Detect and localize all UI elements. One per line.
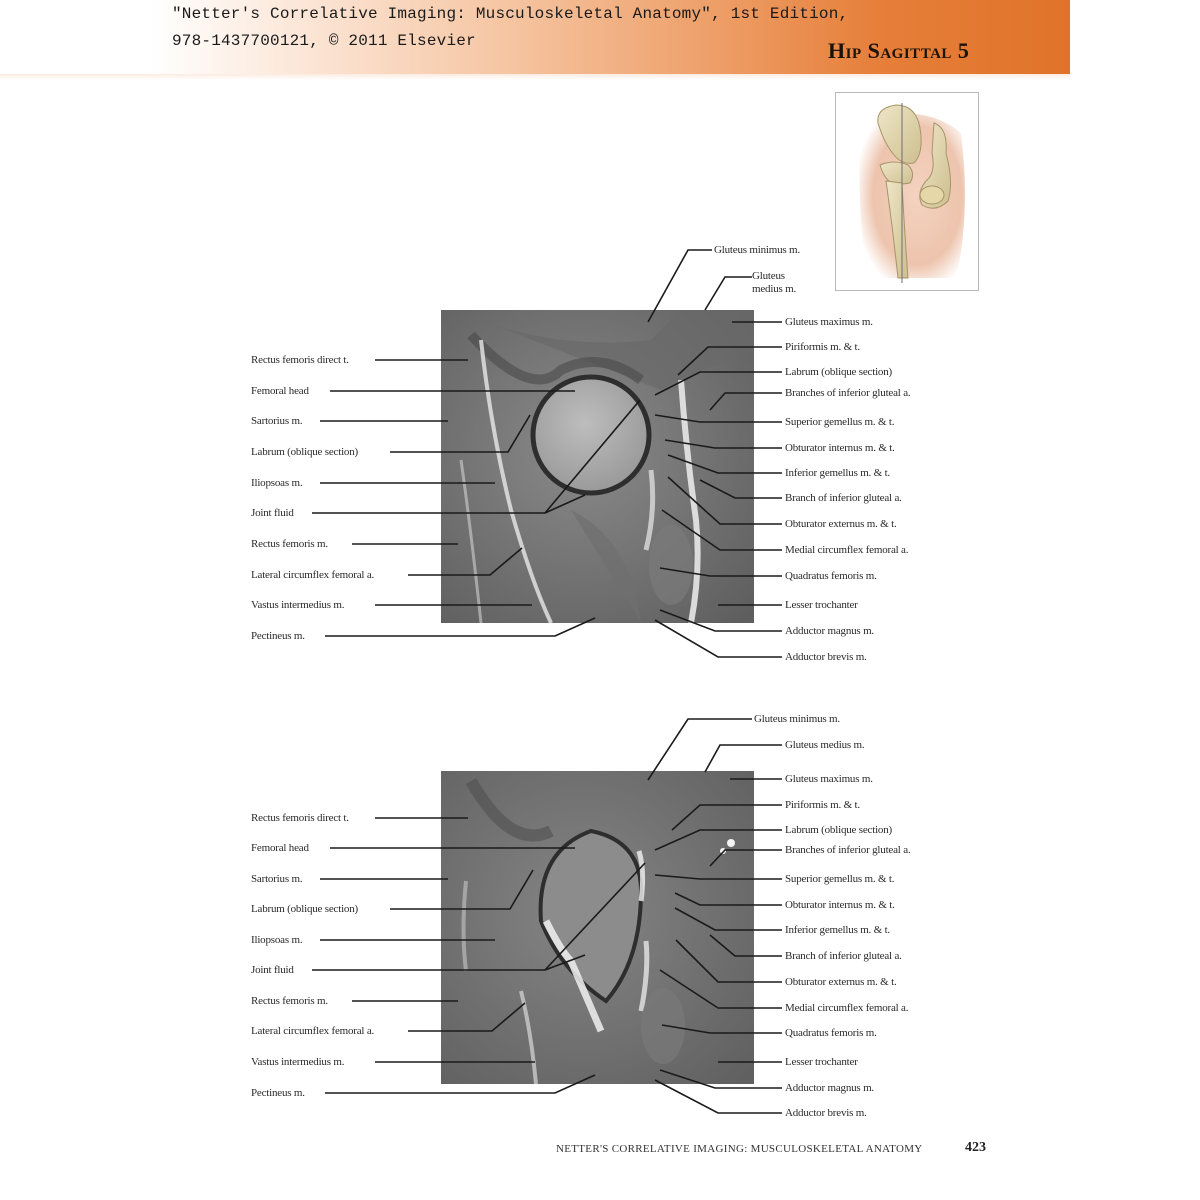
hip-anatomy-icon <box>836 93 979 291</box>
label-superior-gemellus: Superior gemellus m. & t. <box>785 416 895 428</box>
label-inferior-gemellus: Inferior gemellus m. & t. <box>785 467 890 479</box>
label-labrum-oblique: Labrum (oblique section) <box>251 903 358 915</box>
label-medial-circumflex-femoral: Medial circumflex femoral a. <box>785 1002 909 1014</box>
label-gluteus-maximus: Gluteus maximus m. <box>785 316 873 328</box>
label-vastus-intermedius: Vastus intermedius m. <box>251 1056 345 1068</box>
label-rectus-femoris-direct-tendon: Rectus femoris direct t. <box>251 354 349 366</box>
label-joint-fluid: Joint fluid <box>251 507 294 519</box>
mri-sagittal-hip-icon <box>441 771 754 1084</box>
label-gluteus-minimus: Gluteus minimus m. <box>714 244 800 256</box>
page-number: 423 <box>965 1140 986 1155</box>
label-lesser-trochanter: Lesser trochanter <box>785 599 858 611</box>
label-rectus-femoris: Rectus femoris m. <box>251 995 328 1007</box>
label-joint-fluid: Joint fluid <box>251 964 294 976</box>
label-branches-inferior-gluteal: Branches of inferior gluteal a. <box>785 844 911 856</box>
label-obturator-externus: Obturator externus m. & t. <box>785 976 897 988</box>
label-labrum-oblique: Labrum (oblique section) <box>251 446 358 458</box>
label-superior-gemellus: Superior gemellus m. & t. <box>785 873 895 885</box>
label-lateral-circumflex-femoral: Lateral circumflex femoral a. <box>251 569 375 581</box>
label-adductor-magnus: Adductor magnus m. <box>785 1082 874 1094</box>
label-inferior-gemellus: Inferior gemellus m. & t. <box>785 924 890 936</box>
label-pectineus: Pectineus m. <box>251 630 305 642</box>
mri-sagittal-hip-icon <box>441 310 754 623</box>
label-femoral-head: Femoral head <box>251 385 309 397</box>
label-iliopsoas: Iliopsoas m. <box>251 934 303 946</box>
label-gluteus-medius: Gluteus medius m. <box>785 739 865 751</box>
label-gluteus-minimus: Gluteus minimus m. <box>754 713 840 725</box>
mri-image-top <box>441 310 754 623</box>
label-obturator-internus: Obturator internus m. & t. <box>785 442 895 454</box>
label-adductor-brevis: Adductor brevis m. <box>785 1107 867 1119</box>
label-adductor-brevis: Adductor brevis m. <box>785 651 867 663</box>
citation-line-1: "Netter's Correlative Imaging: Musculoskeletal Anatomy", 1st Edition, <box>172 5 849 23</box>
label-branch-inferior-gluteal: Branch of inferior gluteal a. <box>785 950 902 962</box>
label-quadratus-femoris: Quadratus femoris m. <box>785 570 877 582</box>
label-obturator-externus: Obturator externus m. & t. <box>785 518 897 530</box>
label-obturator-internus: Obturator internus m. & t. <box>785 899 895 911</box>
label-piriformis: Piriformis m. & t. <box>785 799 860 811</box>
label-lateral-circumflex-femoral: Lateral circumflex femoral a. <box>251 1025 375 1037</box>
label-rectus-femoris: Rectus femoris m. <box>251 538 328 550</box>
label-labrum-oblique-right: Labrum (oblique section) <box>785 366 892 378</box>
label-pectineus: Pectineus m. <box>251 1087 305 1099</box>
label-piriformis: Piriformis m. & t. <box>785 341 860 353</box>
label-labrum-oblique-right: Labrum (oblique section) <box>785 824 892 836</box>
label-branch-inferior-gluteal: Branch of inferior gluteal a. <box>785 492 902 504</box>
label-sartorius: Sartorius m. <box>251 415 303 427</box>
orientation-illustration <box>835 92 979 291</box>
label-iliopsoas: Iliopsoas m. <box>251 477 303 489</box>
label-branches-inferior-gluteal: Branches of inferior gluteal a. <box>785 387 911 399</box>
label-gluteus-medius: Gluteus medius m. <box>752 270 797 295</box>
citation-line-2: 978-1437700121, © 2011 Elsevier <box>172 32 476 50</box>
label-rectus-femoris-direct-tendon: Rectus femoris direct t. <box>251 812 349 824</box>
label-adductor-magnus: Adductor magnus m. <box>785 625 874 637</box>
section-title: Hip Sagittal 5 <box>828 38 970 63</box>
label-vastus-intermedius: Vastus intermedius m. <box>251 599 345 611</box>
label-sartorius: Sartorius m. <box>251 873 303 885</box>
label-quadratus-femoris: Quadratus femoris m. <box>785 1027 877 1039</box>
label-femoral-head: Femoral head <box>251 842 309 854</box>
footer-book-title: NETTER'S CORRELATIVE IMAGING: MUSCULOSKELETAL ANATOMY <box>556 1143 923 1155</box>
label-gluteus-maximus: Gluteus maximus m. <box>785 773 873 785</box>
label-lesser-trochanter: Lesser trochanter <box>785 1056 858 1068</box>
mri-image-bottom <box>441 771 754 1084</box>
label-medial-circumflex-femoral: Medial circumflex femoral a. <box>785 544 909 556</box>
